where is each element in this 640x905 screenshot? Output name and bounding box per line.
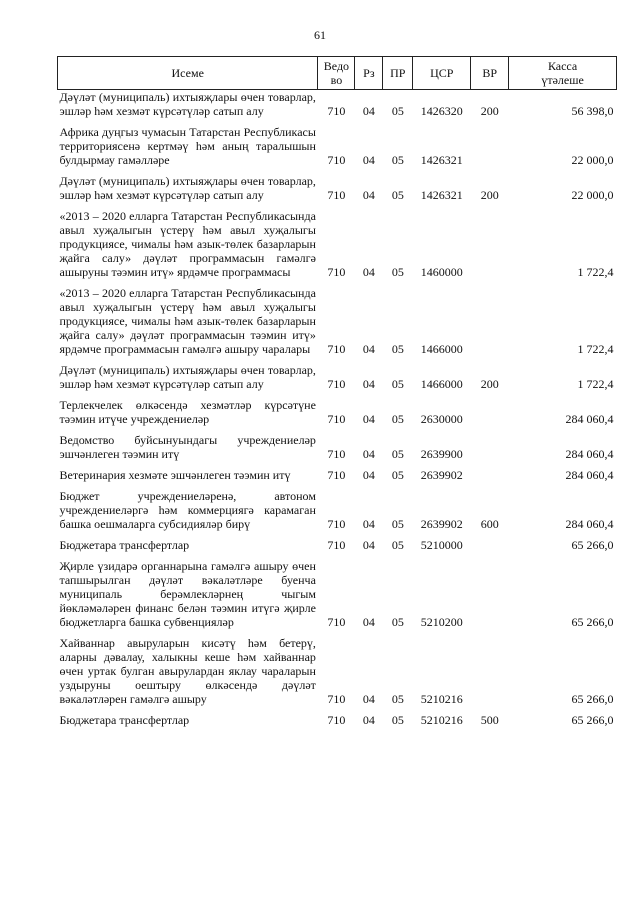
row-vr: 200: [480, 377, 499, 391]
row-ved: 710: [327, 538, 346, 552]
row-ved: 710: [327, 153, 346, 167]
row-pr: 05: [391, 538, 404, 552]
row-rz: 04: [362, 104, 375, 118]
row-pr: 05: [391, 265, 404, 279]
table-row: [58, 463, 617, 484]
row-vr: [471, 120, 509, 169]
row-rz: 04: [362, 153, 375, 167]
row-rz: 04: [362, 692, 375, 706]
header-kassa-line2: үтәлеше: [541, 73, 584, 87]
table-row: [58, 281, 617, 358]
row-ved: 710: [327, 447, 346, 461]
table-row: [58, 169, 617, 204]
row-name: Ветеринария хезмәте эшчәнлеген тәэмин итү: [59, 468, 291, 482]
row-csr: 1466000: [420, 342, 463, 356]
row-vr: 200: [480, 188, 499, 202]
row-ved: 710: [327, 468, 346, 482]
row-csr: 5210216: [420, 692, 463, 706]
row-ved: 710: [327, 615, 346, 629]
row-rz: 04: [362, 377, 375, 391]
table-row: [58, 484, 617, 533]
row-kassa: 65 266,0: [571, 615, 614, 629]
row-csr: 2639900: [420, 447, 463, 461]
row-vr: 200: [480, 104, 499, 118]
row-vr: [471, 631, 509, 708]
row-rz: 04: [362, 538, 375, 552]
row-csr: 1426321: [420, 188, 463, 202]
row-vr: [471, 533, 509, 554]
row-kassa: 22 000,0: [571, 153, 614, 167]
header-rz: Рз: [355, 57, 383, 90]
table-header-row: [58, 57, 617, 90]
header-pr: ПР: [383, 57, 413, 90]
row-csr: 1426320: [420, 104, 463, 118]
row-ved: 710: [327, 104, 346, 118]
row-name: Дәүләт (муниципаль) ихтыяҗлары өчен товарлар, эшләр һәм хезмәт күрсәтүләр сатып алу: [59, 90, 316, 118]
row-csr: 2639902: [420, 468, 463, 482]
row-ved: 710: [327, 188, 346, 202]
header-csr: ЦСР: [413, 57, 471, 90]
row-ved: 710: [327, 265, 346, 279]
row-name: «2013 – 2020 елларга Татарстан Республикасында авыл хуҗалыгын үстерү һәм авыл хуҗалыгы продукциясе, чималы һәм азык-төлек базарларын җайга салу» дәүләт программасын тәэмин итү» ярдәмче программасын гамәлгә ашыру чаралары: [59, 286, 316, 356]
table-row: [58, 631, 617, 708]
row-name: Бюджетара трансфертлар: [59, 713, 190, 727]
header-ved-line2: во: [330, 73, 343, 87]
row-vr: [471, 204, 509, 281]
row-name: Ведомство буйсынуындагы учреждениеләр эшчәнлеген тәэмин итү: [59, 433, 316, 461]
row-name: Хайваннар авыруларын кисәтү һәм бетерү, аларны дәвалау, халыкны кеше һәм хайваннар өчен уртак булган авырулардан яклау чараларын уздыруны оештыру өлкәсендә дәүләт вәкаләтләрен гамәлгә ашыру: [59, 636, 316, 706]
row-pr: 05: [391, 713, 404, 727]
header-kassa-line1: Касса: [547, 59, 578, 73]
header-name: Исеме: [58, 57, 318, 90]
header-ved-line1: Ведо: [323, 59, 350, 73]
row-name: Җирле үзидарә органнарына гамәлгә ашыру өчен тапшырылган дәүләт вәкаләтләре буенча муниципаль берәмлекләрнең чыгым йөкләмәләрен финанс белән тәэмин итүгә җирле бюджетларга башка субвенцияләр: [59, 559, 316, 629]
row-rz: 04: [362, 517, 375, 531]
row-csr: 2630000: [420, 412, 463, 426]
table-row: [58, 204, 617, 281]
table-row: [58, 533, 617, 554]
row-kassa: 1 722,4: [577, 342, 614, 356]
row-pr: 05: [391, 104, 404, 118]
table-row: [58, 358, 617, 393]
table-row: [58, 393, 617, 428]
row-rz: 04: [362, 615, 375, 629]
row-kassa: 1 722,4: [577, 265, 614, 279]
row-name: Дәүләт (муниципаль) ихтыяҗлары өчен товарлар, эшләр һәм хезмәт күрсәтүләр сатып алу: [59, 174, 316, 202]
row-name: Бюджет учреждениеләренә, автоном учреждениеләргә һәм коммерциягә карамаган башка оешмаларга субсидияләр бирү: [59, 489, 316, 531]
row-vr: [471, 428, 509, 463]
row-vr: [471, 463, 509, 484]
row-vr: 500: [480, 713, 499, 727]
row-ved: 710: [327, 342, 346, 356]
row-vr: [471, 393, 509, 428]
row-ved: 710: [327, 377, 346, 391]
row-name: Бюджетара трансфертлар: [59, 538, 190, 552]
row-pr: 05: [391, 377, 404, 391]
row-rz: 04: [362, 342, 375, 356]
row-ved: 710: [327, 517, 346, 531]
row-name: Дәүләт (муниципаль) ихтыяҗлары өчен товарлар, эшләр һәм хезмәт күрсәтүләр сатып алу: [59, 363, 316, 391]
row-kassa: 284 060,4: [565, 517, 614, 531]
budget-table: [57, 56, 617, 729]
row-rz: 04: [362, 188, 375, 202]
row-kassa: 56 398,0: [571, 104, 614, 118]
row-kassa: 284 060,4: [565, 468, 614, 482]
table-row: [58, 120, 617, 169]
row-name: Африка дуңгыз чумасын Татарстан Республикасы территориясенә кертмәү һәм аның таралышын булдырмау гамәлләре: [59, 125, 316, 167]
row-ved: 710: [327, 692, 346, 706]
row-pr: 05: [391, 342, 404, 356]
row-csr: 2639902: [420, 517, 463, 531]
row-vr: [471, 281, 509, 358]
row-rz: 04: [362, 713, 375, 727]
row-ved: 710: [327, 713, 346, 727]
row-pr: 05: [391, 447, 404, 461]
row-csr: 1426321: [420, 153, 463, 167]
row-vr: 600: [480, 517, 499, 531]
row-kassa: 1 722,4: [577, 377, 614, 391]
row-ved: 710: [327, 412, 346, 426]
row-name: «2013 – 2020 елларга Татарстан Республикасында авыл хуҗалыгын үстерү һәм авыл хуҗалыгы продукциясе, чималы һәм азык-төлек базарларын җайга салу» дәүләт программасын гамәлгә ашыруны тәэмин итү» ярдәмче программасы: [59, 209, 316, 279]
row-kassa: 284 060,4: [565, 412, 614, 426]
row-vr: [471, 554, 509, 631]
table-row: [58, 554, 617, 631]
row-rz: 04: [362, 468, 375, 482]
row-rz: 04: [362, 447, 375, 461]
row-pr: 05: [391, 692, 404, 706]
row-csr: 5210000: [420, 538, 463, 552]
row-rz: 04: [362, 265, 375, 279]
header-kassa: [509, 57, 617, 90]
header-ved: [318, 57, 355, 90]
page-number: 61: [314, 28, 326, 42]
table-row: [58, 90, 617, 121]
row-csr: 1460000: [420, 265, 463, 279]
row-pr: 05: [391, 615, 404, 629]
table-row: [58, 708, 617, 729]
row-csr: 5210200: [420, 615, 463, 629]
row-kassa: 65 266,0: [571, 538, 614, 552]
row-rz: 04: [362, 412, 375, 426]
header-vr: ВР: [471, 57, 509, 90]
row-name: Терлекчелек өлкәсендә хезмәтләр күрсәтүне тәэмин итүче учреждениеләр: [59, 398, 316, 426]
row-pr: 05: [391, 468, 404, 482]
row-csr: 5210216: [420, 713, 463, 727]
row-kassa: 65 266,0: [571, 713, 614, 727]
table-row: [58, 428, 617, 463]
row-pr: 05: [391, 153, 404, 167]
row-pr: 05: [391, 517, 404, 531]
row-csr: 1466000: [420, 377, 463, 391]
row-pr: 05: [391, 412, 404, 426]
row-kassa: 65 266,0: [571, 692, 614, 706]
row-pr: 05: [391, 188, 404, 202]
row-kassa: 22 000,0: [571, 188, 614, 202]
row-kassa: 284 060,4: [565, 447, 614, 461]
